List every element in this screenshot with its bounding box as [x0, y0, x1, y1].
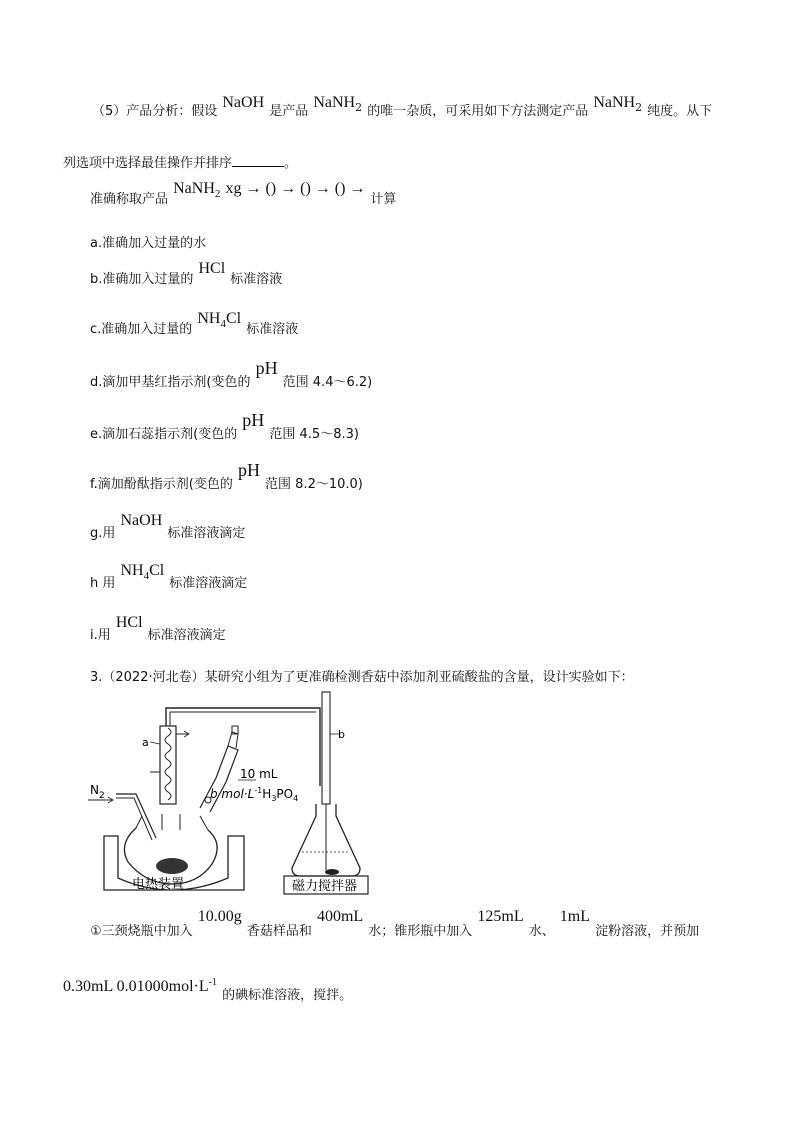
- burette: [322, 692, 330, 804]
- option-d: $_{d.滴加甲基红指示剂(变色的}$ pH $_{范围 4.4\sim 6.2)}$: [90, 358, 373, 390]
- q5-l3a: 准确称取产品: [90, 192, 169, 207]
- formula-nanh2-c: NaNH$_2$: [173, 180, 221, 200]
- q3-step1-line1: $_{①三颈烧瓶中加入}$ 10.00g $_{香菇样品和}$ 400mL $_{水;锥形瓶中加入}$ 125mL $_{水、}$ 1mL $_{淀粉溶液,并预加}$: [90, 908, 700, 939]
- volume-starch: 1mL: [559, 908, 591, 925]
- q5-l1b: 是产品: [269, 104, 309, 119]
- q5-line3: [90, 178, 397, 207]
- formula-ph: pH: [237, 460, 260, 480]
- n2-inlet-tube: [116, 794, 156, 838]
- option-b: $_{b.准确加入过量的}$ HCl $_{标准溶液}$: [90, 260, 283, 287]
- heater-label: 电热装置: [132, 877, 185, 892]
- label-10ml: 10 mL: [240, 767, 278, 781]
- formula-naoh: NaOH: [222, 94, 265, 111]
- iodine-amount: 0.30mL $0.01000mol\cdot L^{-1}$: [63, 977, 217, 995]
- q5-l2-end: 。: [284, 156, 298, 171]
- formula-nh4cl: $NH_4Cl$: [197, 310, 242, 330]
- volume-water-flask: 125mL: [477, 908, 524, 925]
- mass-sample: 10.00g: [197, 908, 242, 925]
- formula-nanh2: NaNH$_2$: [313, 94, 363, 114]
- stirrer-label: 磁力搅拌器: [292, 879, 358, 894]
- formula-hcl: HCl: [198, 260, 226, 277]
- option-a: a.准确加入过量的水: [90, 236, 207, 251]
- q3-title: 3.（2022·河北卷）某研究小组为了更准确检测香菇中添加剂亚硫酸盐的含量，设计实验如下：: [90, 670, 634, 685]
- apparatus-figure: [88, 688, 388, 896]
- formula-ph: pH: [242, 410, 265, 430]
- q5-l1c: 的唯一杂质，可采用如下方法测定产品: [367, 104, 589, 119]
- formula-hcl: HCl: [115, 614, 143, 631]
- option-i: $_{i.用}$ HCl $_{标准溶液滴定}$: [90, 614, 226, 643]
- q5-l1a: （5）产品分析：假设: [92, 104, 218, 119]
- option-e: $_{e.滴加石蕊指示剂(变色的}$ pH $_{范围 4.5\sim 8.3)}$: [90, 410, 359, 442]
- volume-water: 400mL: [316, 908, 364, 925]
- stir-bar: [325, 869, 339, 875]
- option-g: $_{g.用}$ NaOH $_{标准溶液滴定}$: [90, 512, 246, 541]
- formula-naoh: NaOH: [120, 512, 163, 529]
- q5-l3b: 计算: [370, 192, 397, 207]
- answer-blank: [232, 154, 284, 167]
- q5-line2: [63, 152, 297, 171]
- svg-text:N2: $N_2$: [90, 783, 105, 801]
- label-a: a: [142, 736, 149, 749]
- mushroom-sample: [156, 858, 188, 874]
- procedure-sequence: xg → () → () → () →: [225, 180, 366, 197]
- formula-nanh2-b: NaNH$_2$: [593, 94, 643, 114]
- q5-l1d: 纯度。从下: [647, 104, 713, 119]
- q3-step1-line2: 0.30mL $0.01000mol\cdot L^{-1}$ $_{的碘标准溶液,搅拌。}$: [63, 977, 353, 1003]
- option-h: $_{h 用}$ $NH_4Cl$ $_{标准溶液滴定}$: [90, 562, 248, 591]
- q5-line1: [92, 94, 713, 120]
- option-f: $_{f.滴加酚酞指示剂(变色的}$ pH $_{范围 8.2\sim 10.0)}$: [90, 460, 363, 492]
- formula-nh4cl: $NH_4Cl$: [120, 562, 165, 582]
- label-h3po4: b $mol\cdot L^{-1}H_3PO_4$: [210, 786, 299, 803]
- option-c: $_{c.准确加入过量的}$ $NH_4Cl$ $_{标准溶液}$: [90, 310, 299, 337]
- formula-ph: pH: [255, 358, 278, 378]
- label-b: b: [338, 728, 345, 741]
- q5-l2: 列选项中选择最佳操作并排序: [63, 156, 233, 171]
- three-neck-flask: [124, 828, 217, 884]
